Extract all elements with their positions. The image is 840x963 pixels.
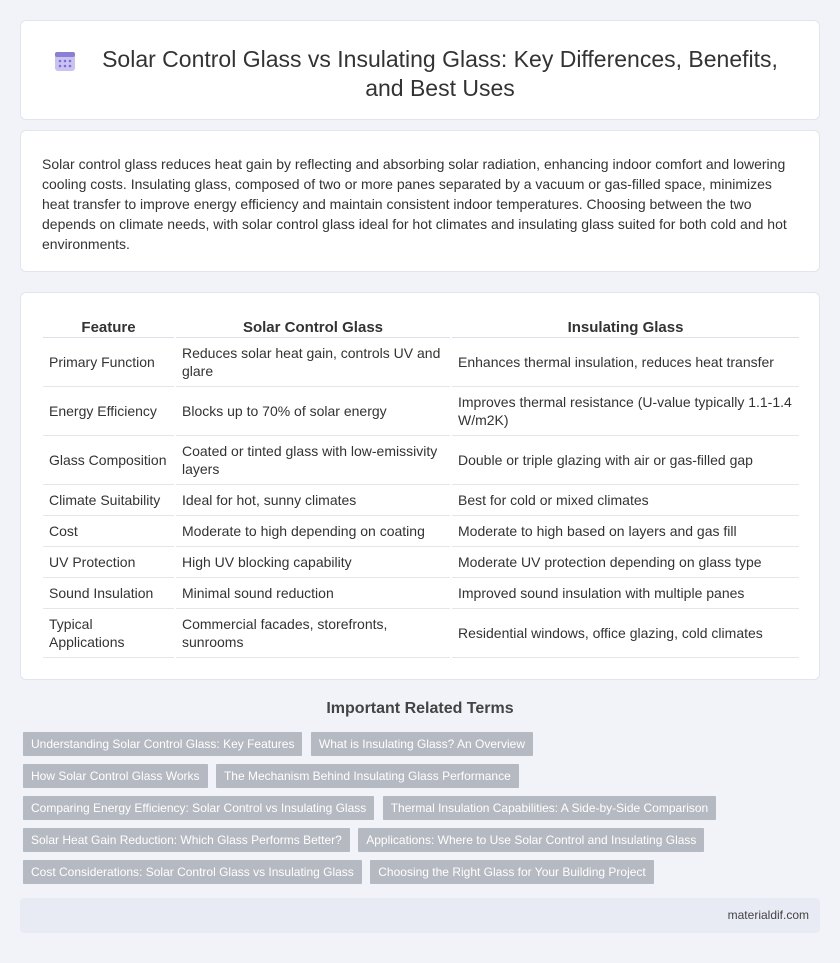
- related-term-tag[interactable]: What is Insulating Glass? An Overview: [311, 732, 533, 756]
- table-row: [43, 337, 799, 386]
- related-term-tag[interactable]: Thermal Insulation Capabilities: A Side-by-Side Comparison: [383, 796, 717, 820]
- table-header-row: [43, 315, 799, 337]
- row-feature-cell: UV Protection: [43, 546, 175, 577]
- title-wrap: [21, 45, 819, 103]
- related-terms-title: Important Related Terms: [326, 700, 514, 717]
- row-feature-cell: Typical Applications: [43, 608, 175, 657]
- calendar-grid-icon: [53, 49, 77, 73]
- related-term-tag[interactable]: Comparing Energy Efficiency: Solar Control vs Insulating Glass: [23, 796, 374, 820]
- intro-paragraph: Solar control glass reduces heat gain by reflecting and absorbing solar radiation, enhancing indoor comfort and lowering cooling costs. Insulating glass, composed of two or more panes separated by a vacuum or gas-filled space, minimizes heat transfer to improve energy efficiency and maintain consistent indoor temperatures. Choosing between the two depends on climate needs, with solar control glass ideal for hot climates and insulating glass suited for both cold and hot environments.: [42, 156, 787, 252]
- row-solar-cell: Moderate to high depending on coating: [175, 515, 451, 546]
- table-row: [43, 435, 799, 484]
- row-insulating-cell: Double or triple glazing with air or gas-filled gap: [451, 435, 799, 484]
- row-feature-cell: Glass Composition: [43, 435, 175, 484]
- column-header-solar-control-glass: Solar Control Glass: [175, 315, 451, 337]
- comparison-table: [43, 315, 799, 658]
- row-feature-cell: Sound Insulation: [43, 577, 175, 608]
- row-feature-cell: Primary Function: [43, 337, 175, 386]
- row-insulating-cell: Enhances thermal insulation, reduces heat transfer: [451, 337, 799, 386]
- row-insulating-cell: Improves thermal resistance (U-value typically 1.1-1.4 W/m2K): [451, 386, 799, 435]
- related-term-tag[interactable]: Understanding Solar Control Glass: Key Features: [23, 732, 302, 756]
- row-solar-cell: Minimal sound reduction: [175, 577, 451, 608]
- row-feature-cell: Cost: [43, 515, 175, 546]
- row-solar-cell: Commercial facades, storefronts, sunrooms: [175, 608, 451, 657]
- row-insulating-cell: Moderate to high based on layers and gas fill: [451, 515, 799, 546]
- table-row: [43, 546, 799, 577]
- intro-card: [20, 130, 820, 272]
- related-term-tag[interactable]: Applications: Where to Use Solar Control and Insulating Glass: [358, 828, 704, 852]
- table-row: [43, 577, 799, 608]
- related-terms-tags: [23, 732, 723, 892]
- related-term-tag[interactable]: The Mechanism Behind Insulating Glass Performance: [216, 764, 519, 788]
- comparison-table-card: [20, 292, 820, 680]
- row-solar-cell: Coated or tinted glass with low-emissivity layers: [175, 435, 451, 484]
- related-term-tag[interactable]: Solar Heat Gain Reduction: Which Glass Performs Better?: [23, 828, 350, 852]
- table-row: [43, 515, 799, 546]
- page-title: Solar Control Glass vs Insulating Glass: Key Differences, Benefits, and Best Uses: [102, 46, 778, 101]
- row-insulating-cell: Residential windows, office glazing, cold climates: [451, 608, 799, 657]
- table-row: [43, 608, 799, 657]
- footer-site-link[interactable]: materialdif.com: [727, 908, 809, 922]
- footer: [20, 898, 820, 933]
- related-term-tag[interactable]: Choosing the Right Glass for Your Building Project: [370, 860, 654, 884]
- row-insulating-cell: Moderate UV protection depending on glass type: [451, 546, 799, 577]
- header-card: [20, 20, 820, 120]
- row-insulating-cell: Best for cold or mixed climates: [451, 484, 799, 515]
- row-solar-cell: Blocks up to 70% of solar energy: [175, 386, 451, 435]
- row-insulating-cell: Improved sound insulation with multiple panes: [451, 577, 799, 608]
- table-row: [43, 484, 799, 515]
- row-feature-cell: Climate Suitability: [43, 484, 175, 515]
- row-solar-cell: High UV blocking capability: [175, 546, 451, 577]
- column-header-insulating-glass: Insulating Glass: [451, 315, 799, 337]
- row-feature-cell: Energy Efficiency: [43, 386, 175, 435]
- row-solar-cell: Reduces solar heat gain, controls UV and glare: [175, 337, 451, 386]
- column-header-feature: Feature: [43, 315, 175, 337]
- table-row: [43, 386, 799, 435]
- row-solar-cell: Ideal for hot, sunny climates: [175, 484, 451, 515]
- related-term-tag[interactable]: How Solar Control Glass Works: [23, 764, 208, 788]
- related-term-tag[interactable]: Cost Considerations: Solar Control Glass vs Insulating Glass: [23, 860, 362, 884]
